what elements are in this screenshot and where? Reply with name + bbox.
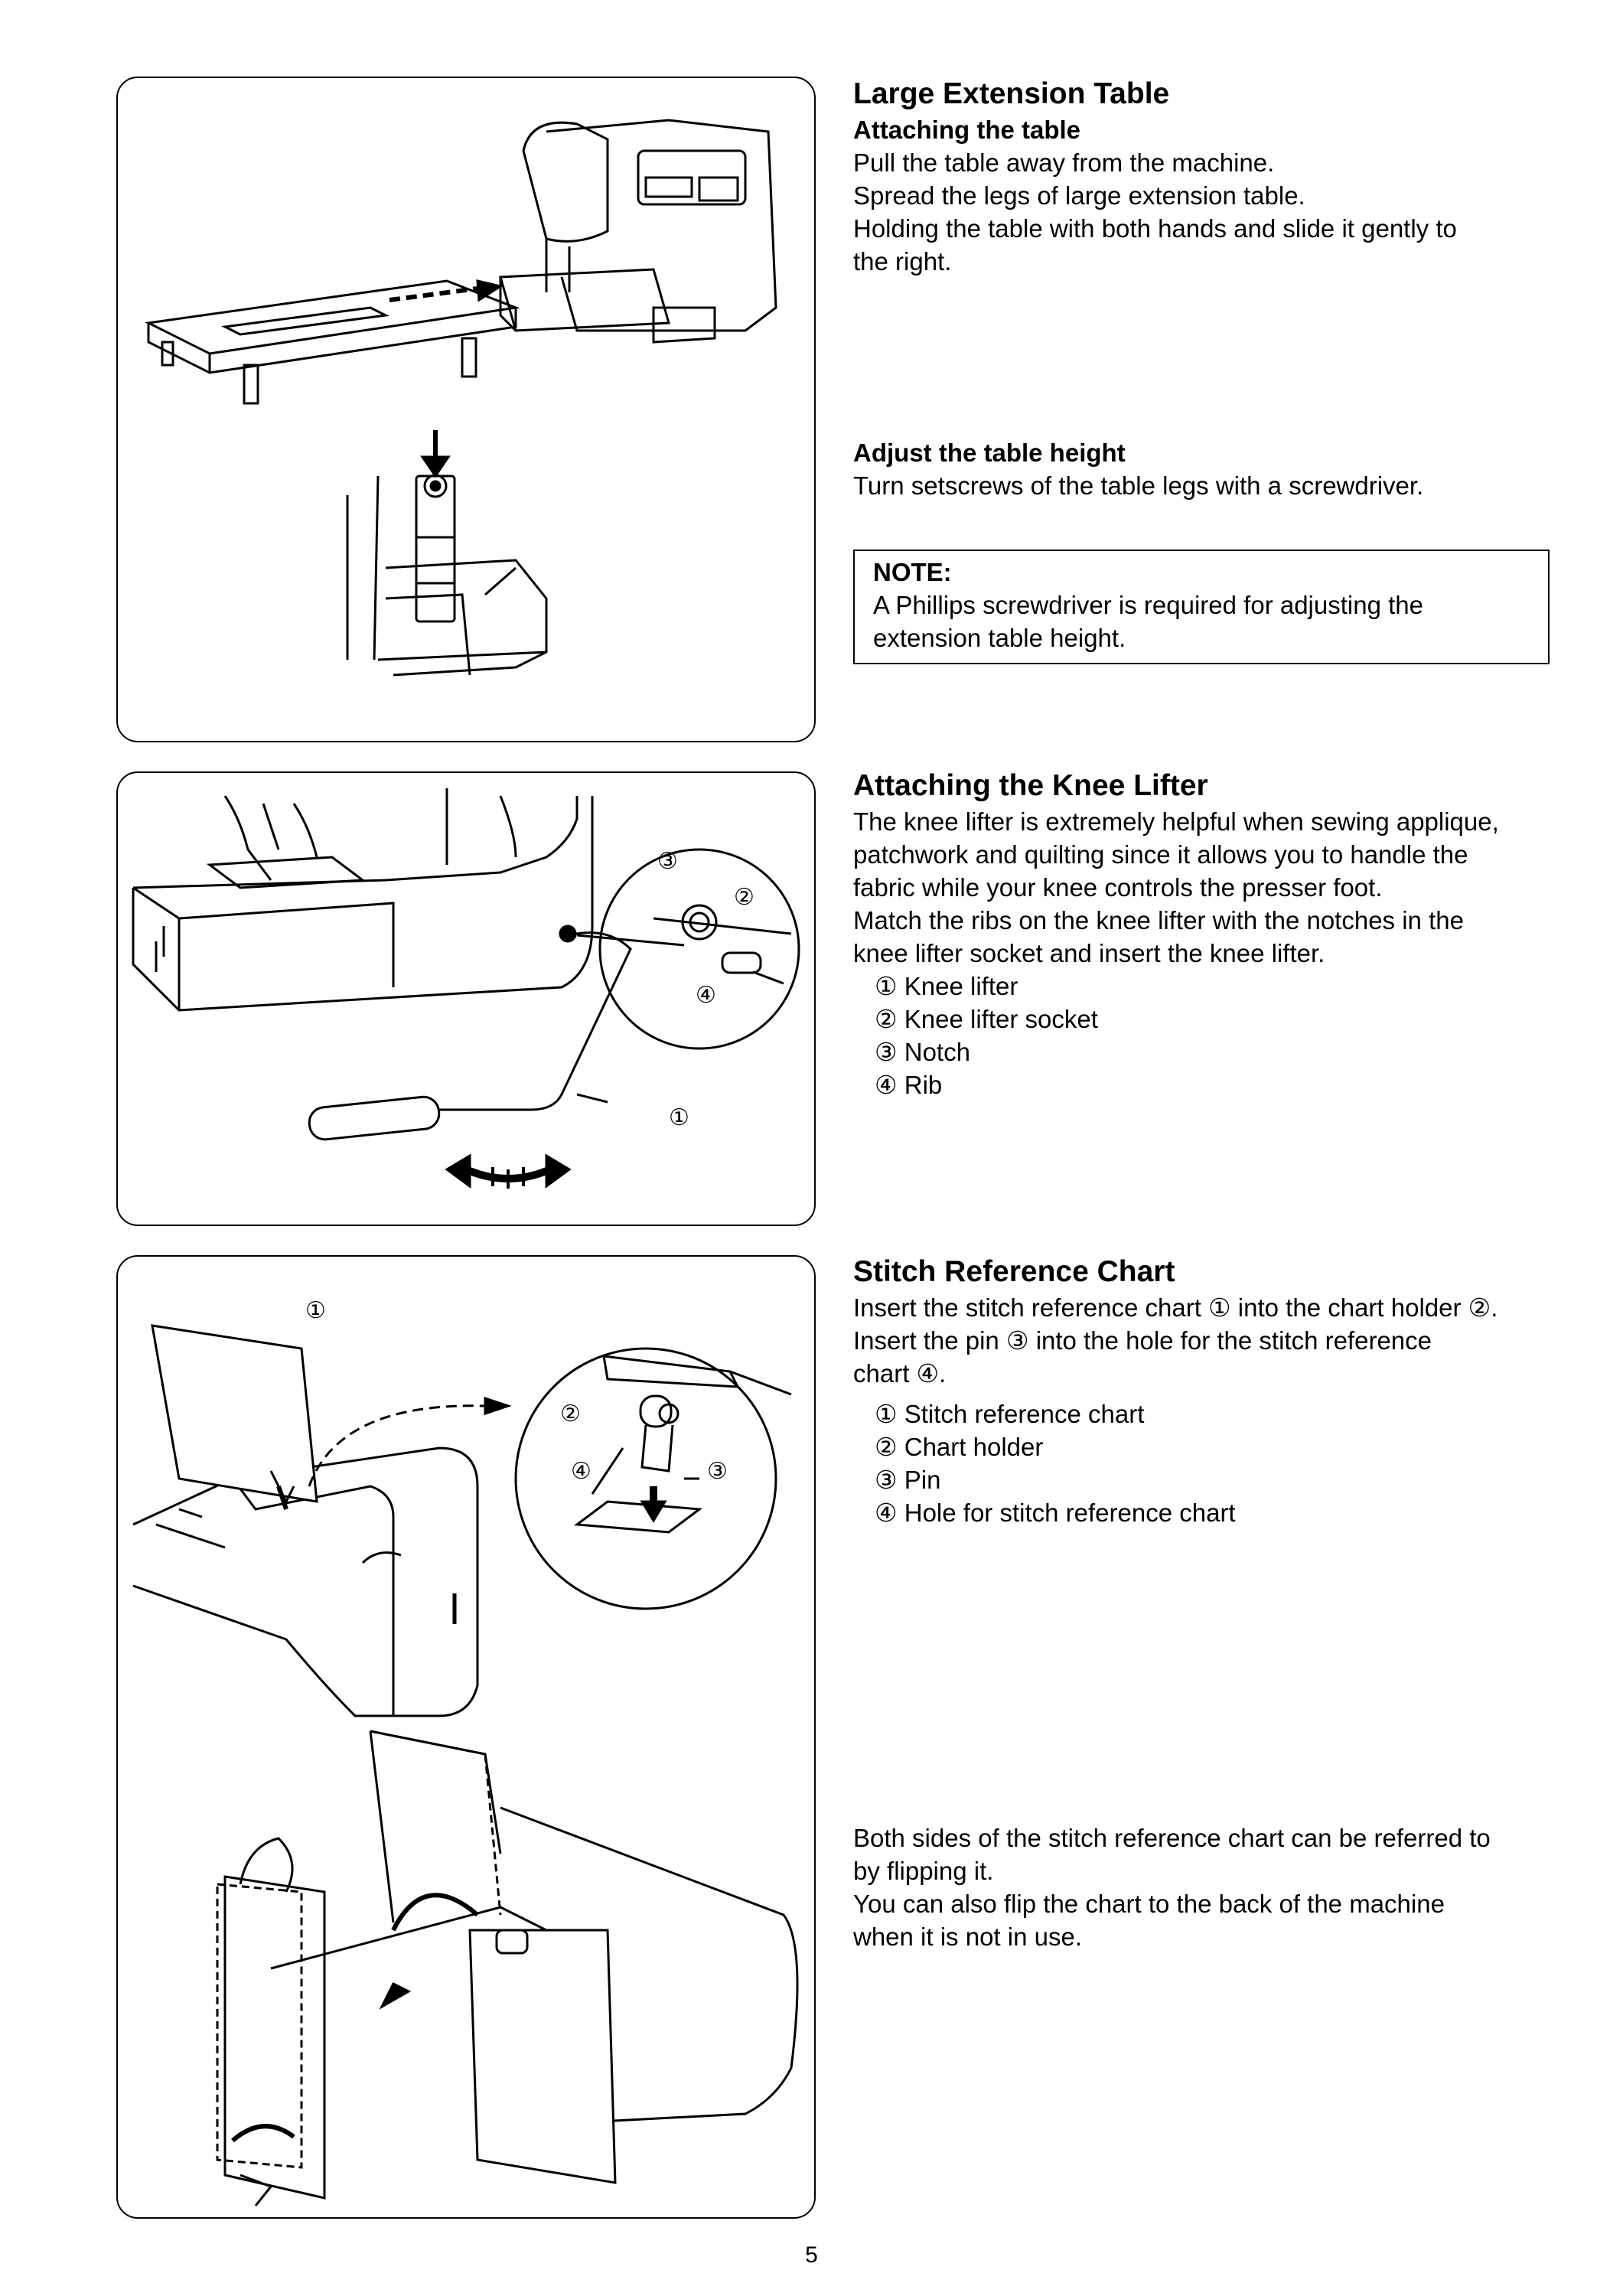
- note-line: extension table height.: [873, 624, 1126, 652]
- knee-lifter-part: ④ Rib: [875, 1071, 943, 1099]
- stitch-chart-part: ② Chart holder: [875, 1433, 1044, 1461]
- knee-lifter-illustration: [116, 771, 816, 1226]
- callout-hole: ④: [571, 1458, 592, 1485]
- callout-notch: ③: [657, 848, 678, 875]
- flip-chart-section: [853, 1821, 1557, 1953]
- attach-line: Spread the legs of large extension table.: [853, 181, 1305, 210]
- knee-lifter-line: The knee lifter is extremely helpful when sewing applique,: [853, 807, 1499, 836]
- extension-table-section: [853, 75, 1557, 278]
- knee-lifter-line: Match the ribs on the knee lifter with the notches in the: [853, 906, 1464, 934]
- knee-lifter-part: ③ Notch: [875, 1038, 970, 1066]
- note-line: A Phillips screwdriver is required for adjusting the: [873, 591, 1423, 619]
- knee-lifter-part: ② Knee lifter socket: [875, 1005, 1098, 1033]
- callout-pin: ③: [707, 1458, 728, 1485]
- knee-lifter-line: patchwork and quilting since it allows you to handle the: [853, 840, 1468, 869]
- attach-line: the right.: [853, 247, 952, 276]
- knee-lifter-title: Attaching the Knee Lifter: [853, 769, 1208, 802]
- callout-socket: ②: [734, 884, 754, 911]
- knee-lifter-line: fabric while your knee controls the presser foot.: [853, 873, 1383, 902]
- extension-table-illustration: [116, 77, 816, 742]
- flip-line: Both sides of the stitch reference chart can be referred to: [853, 1824, 1491, 1852]
- note-box: [853, 550, 1550, 664]
- stitch-chart-part: ④ Hole for stitch reference chart: [875, 1499, 1236, 1527]
- knee-lifter-part: ① Knee lifter: [875, 972, 1018, 1000]
- table-height-section: [853, 436, 1557, 502]
- stitch-chart-line: Insert the pin ③ into the hole for the stitch reference: [853, 1326, 1432, 1355]
- page-number: 5: [805, 2242, 818, 2268]
- flip-line: You can also flip the chart to the back of the machine: [853, 1890, 1445, 1918]
- extension-table-title: Large Extension Table: [853, 77, 1170, 110]
- callout-chart: ①: [305, 1297, 326, 1324]
- stitch-chart-illustration: [116, 1255, 816, 2219]
- stitch-chart-part: ① Stitch reference chart: [875, 1400, 1145, 1428]
- attach-line: Holding the table with both hands and slide it gently to: [853, 214, 1457, 243]
- flip-line: when it is not in use.: [853, 1923, 1082, 1951]
- table-height-line: Turn setscrews of the table legs with a screwdriver.: [853, 471, 1424, 500]
- stitch-chart-part: ③ Pin: [875, 1466, 941, 1494]
- table-height-heading: Adjust the table height: [853, 439, 1126, 467]
- knee-lifter-section: [853, 767, 1557, 1101]
- note-label: NOTE:: [873, 558, 952, 586]
- callout-holder: ②: [560, 1401, 581, 1427]
- knee-lifter-drawing: [118, 773, 814, 1225]
- callout-knee-lifter: ①: [669, 1104, 689, 1131]
- callout-rib: ④: [696, 982, 716, 1009]
- attach-line: Pull the table away from the machine.: [853, 148, 1275, 177]
- extension-table-drawing: [118, 78, 814, 741]
- stitch-chart-line: Insert the stitch reference chart ① into the chart holder ②.: [853, 1293, 1498, 1322]
- stitch-chart-drawing: [118, 1257, 814, 2217]
- stitch-chart-title: Stitch Reference Chart: [853, 1255, 1175, 1288]
- attaching-table-heading: Attaching the table: [853, 116, 1081, 144]
- knee-lifter-line: knee lifter socket and insert the knee lifter.: [853, 939, 1325, 967]
- flip-line: by flipping it.: [853, 1857, 994, 1885]
- stitch-chart-line: chart ④.: [853, 1359, 947, 1388]
- stitch-chart-section: [853, 1253, 1557, 1529]
